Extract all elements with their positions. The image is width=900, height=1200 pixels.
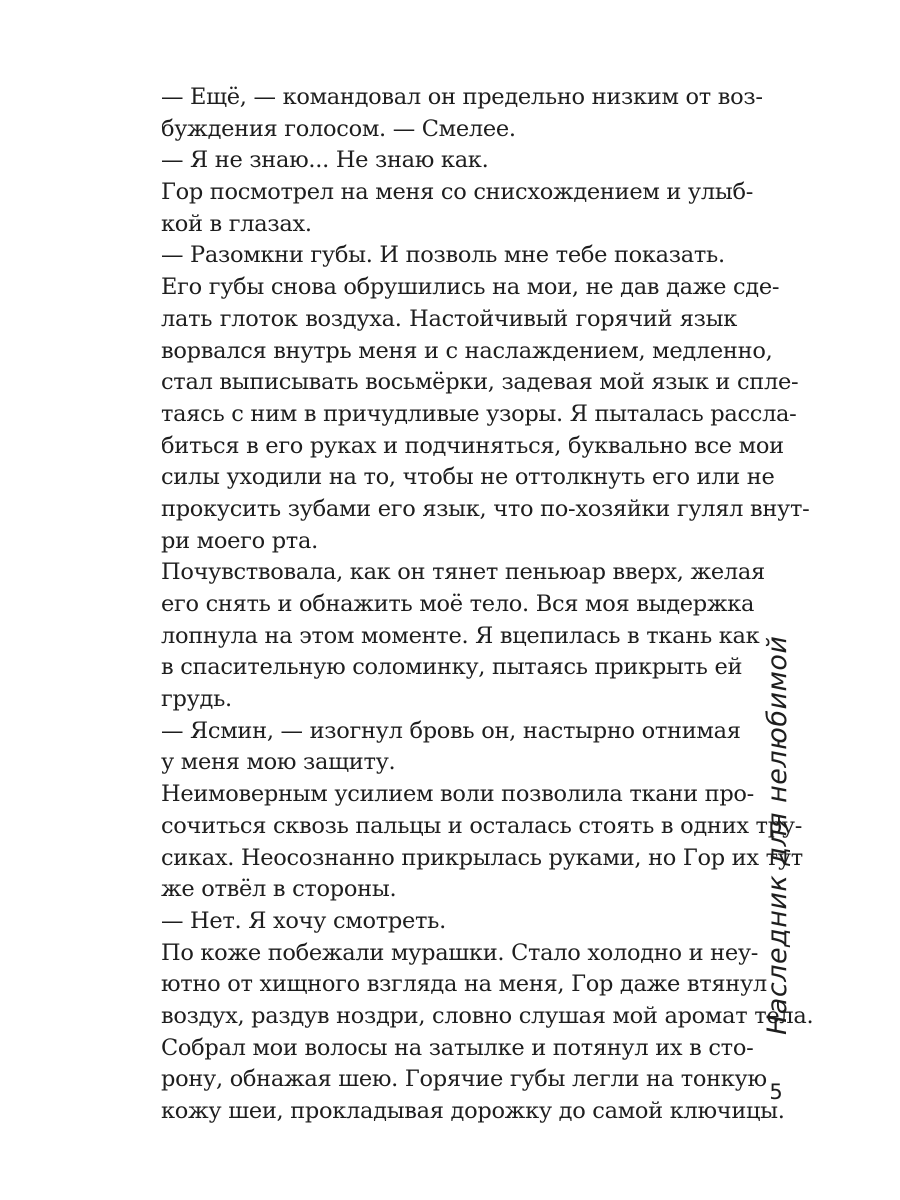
text-line: сочиться сквозь пальцы и осталась стоять в одних тру- xyxy=(161,812,803,839)
text-line: воздух, раздув ноздри, словно слушая мой аромат тела. xyxy=(161,1002,814,1029)
text-line: Неимоверным усилием воли позволила ткани про- xyxy=(161,781,754,808)
text-line: — Разомкни губы. И позволь мне тебе показать. xyxy=(161,242,725,269)
text-line: ютно от хищного взгляда на меня, Гор даже втянул xyxy=(161,971,767,998)
text-line: в спасительную соломинку, пытаясь прикрыть ей xyxy=(161,654,743,681)
running-title: Наследник для нелюбимой xyxy=(762,635,793,1035)
text-line: Почувствовала, как он тянет пеньюар вверх, желая xyxy=(161,559,765,586)
text-line: Собрал мои волосы на затылке и потянул их в сто- xyxy=(161,1034,754,1061)
text-line: лать глоток воздуха. Настойчивый горячий язык xyxy=(161,305,737,332)
text-line: По коже побежали мурашки. Стало холодно и неу- xyxy=(161,939,759,966)
text-line: ри моего рта. xyxy=(161,527,318,554)
text-line: — Ясмин, — изогнул бровь он, настырно отнимая xyxy=(161,717,741,744)
text-line: — Я не знаю... Не знаю как. xyxy=(161,147,489,174)
text-line: стал выписывать восьмёрки, задевая мой язык и спле- xyxy=(161,369,799,396)
text-line: — Нет. Я хочу смотреть. xyxy=(161,907,446,934)
text-line: прокусить зубами его язык, что по-хозяйки гулял внут- xyxy=(161,495,810,522)
text-line: биться в его руках и подчиняться, буквально все мои xyxy=(161,432,784,459)
text-line: кожу шеи, прокладывая дорожку до самой ключицы. xyxy=(161,1098,785,1124)
text-line: ворвался внутрь меня и с наслаждением, медленно, xyxy=(161,337,773,364)
text-line: его снять и обнажить моё тело. Вся моя выдержка xyxy=(161,591,755,617)
page-number: 5 xyxy=(769,1080,783,1104)
text-line: сиках. Неосознанно прикрылась руками, но Гор их тут xyxy=(161,844,803,871)
text-line: у меня мою защиту. xyxy=(161,749,396,776)
text-line: таясь с ним в причудливые узоры. Я пыталась рассла- xyxy=(161,400,797,427)
text-line: кой в глазах. xyxy=(161,210,312,237)
text-line: — Ещё, — командовал он предельно низким от воз- xyxy=(161,84,763,110)
text-line: рону, обнажая шею. Горячие губы легли на тонкую xyxy=(161,1066,767,1093)
text-line: Его губы снова обрушились на мои, не дав даже сде- xyxy=(161,274,780,301)
text-line: грудь. xyxy=(161,686,232,713)
text-line: Гор посмотрел на меня со снисхождением и улыб- xyxy=(161,179,754,206)
text-line: лопнула на этом моменте. Я вцепилась в ткань как xyxy=(161,622,760,649)
text-line: же отвёл в стороны. xyxy=(161,876,397,903)
text-line: буждения голосом. — Смелее. xyxy=(161,115,516,142)
text-line: силы уходили на то, чтобы не оттолкнуть его или не xyxy=(161,464,775,491)
